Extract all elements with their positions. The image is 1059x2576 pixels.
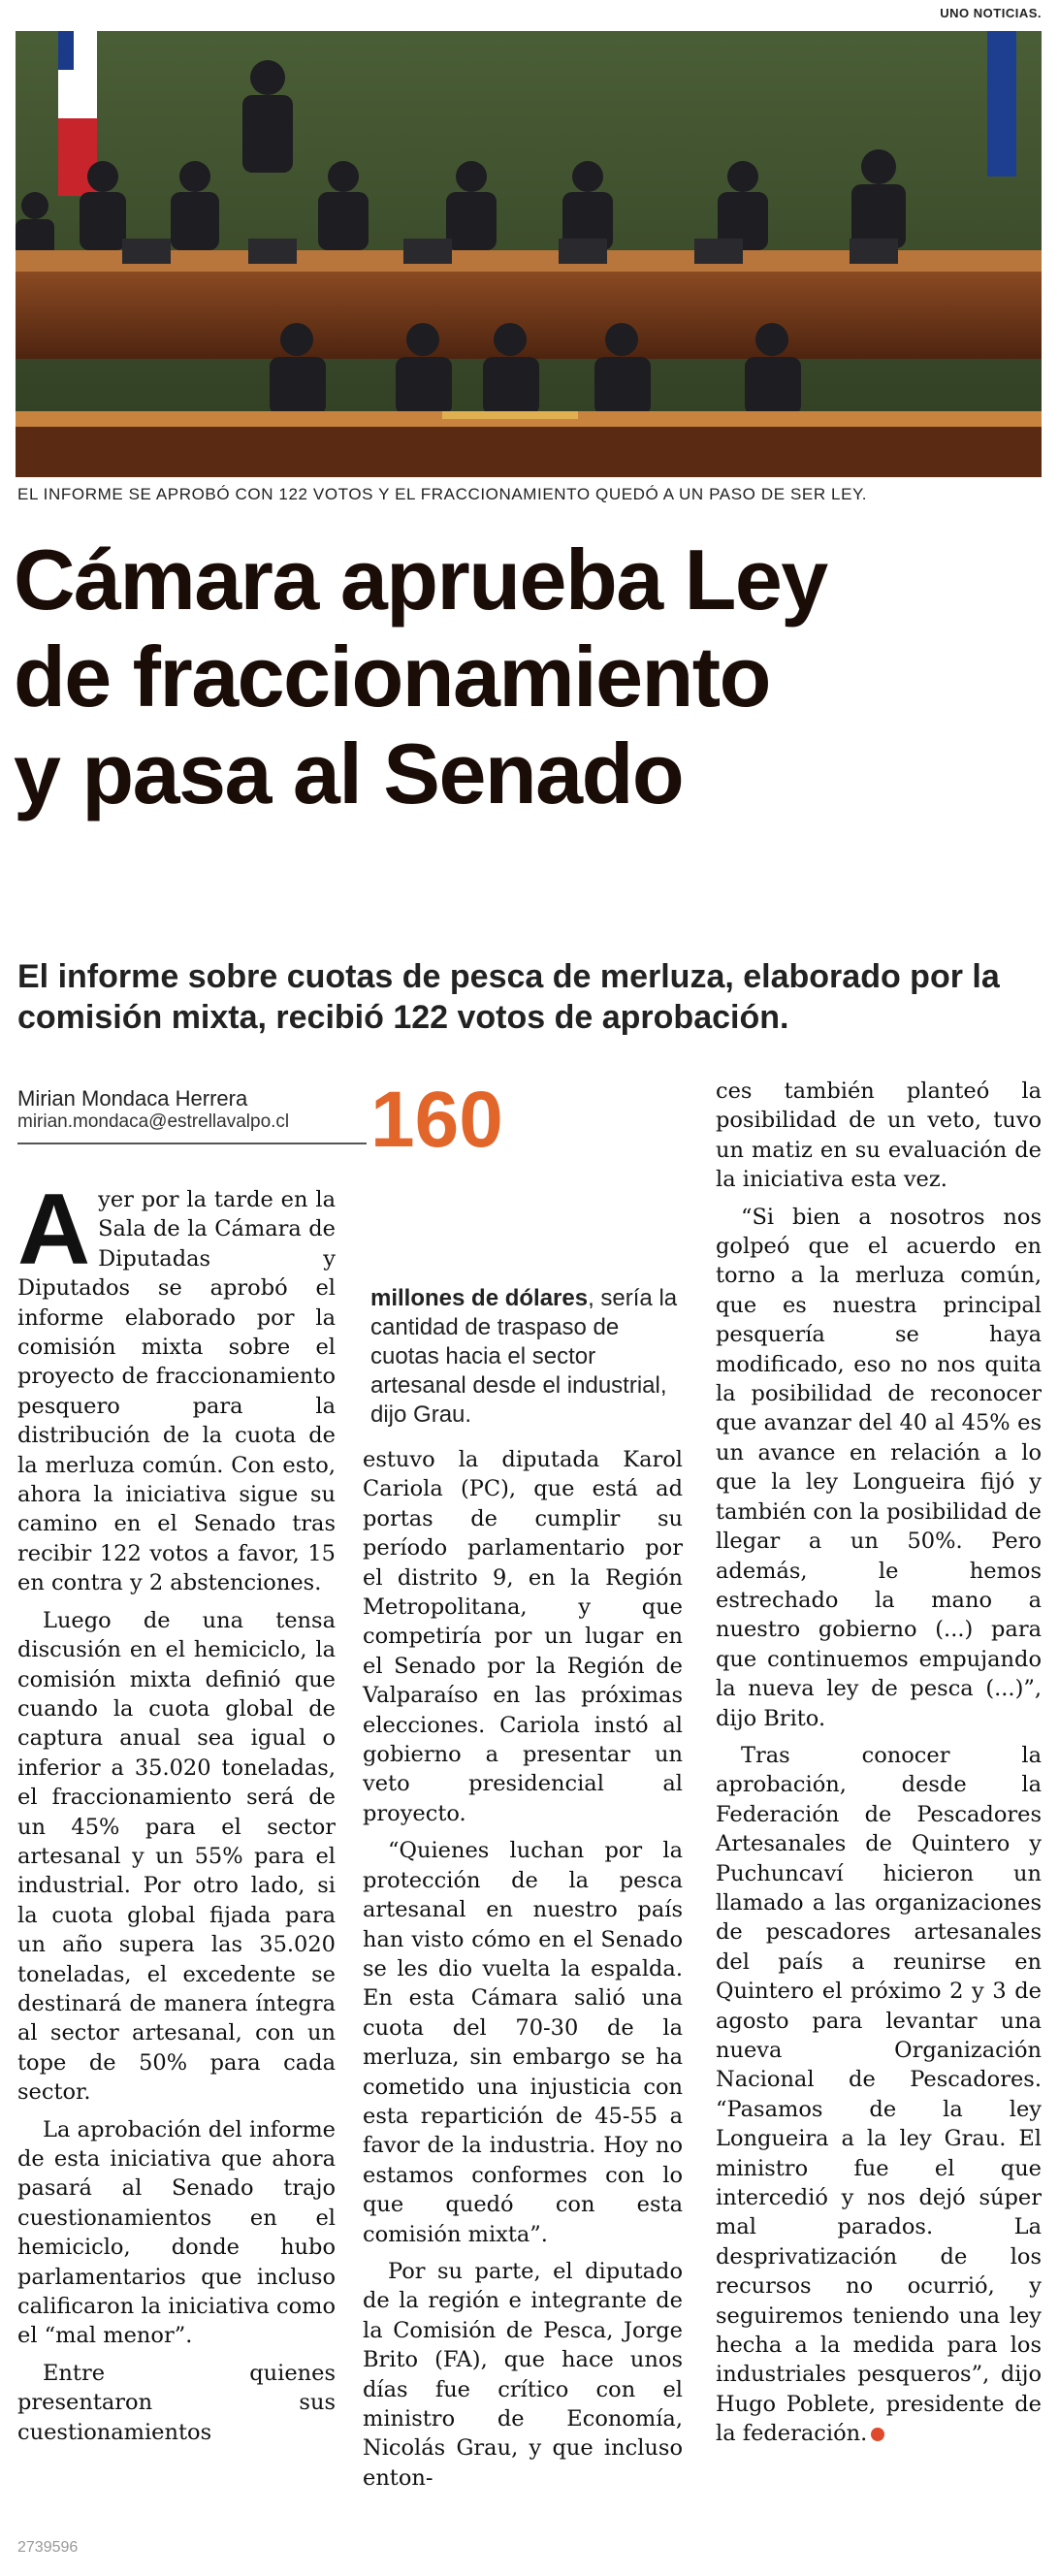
article-paragraph (17, 1174, 336, 1598)
headline-line-3: y pasa al Senado (14, 725, 684, 821)
dropcap: A (17, 1174, 91, 1286)
author-name: Mirian Mondaca Herrera (17, 1086, 248, 1111)
stat-description-bold: millones de dólares (370, 1285, 589, 1311)
byline-divider (17, 1143, 367, 1144)
byline (17, 1086, 367, 1133)
article-paragraph: “Si bien a nosotros nos golpeó que el acuerdo en torno a la merluza común, que es nuestra principal pesquería se haya modificado, eso no nos quita la posibilidad de reconocer que avanzar del 40 al 45% es un avance en relación a lo que la ley Longueira fijó y también con la posibilidad de llegar a un 50%. Pero además, le hemos estrechado la mano a nuestro gobierno (...) para que continuemos empujando la nueva ley de pesca (...)”, dijo Brito. (716, 1204, 1042, 1731)
article-paragraph (716, 1741, 1042, 2449)
headline (14, 531, 1051, 822)
headline-line-2: de fraccionamiento (14, 628, 770, 724)
chamber-photo-icon (16, 31, 1042, 477)
article-paragraph: Por su parte, el diputado de la región e integrante de la Comisión de Pesca, Jorge Brito (FA), que hace unos días fue crítico con el ministro de Economía, Nicolás Grau, y que incluso enton- (363, 2258, 683, 2491)
photo-caption: EL INFORME SE APROBÓ CON 122 VOTOS Y EL FRACCIONAMIENTO QUEDÓ A UN PASO DE SER LEY. (17, 485, 868, 503)
headline-line-1: Cámara aprueba Ley (14, 531, 827, 628)
article-column-2 (363, 1445, 683, 2500)
chamber-photo (16, 31, 1042, 477)
article-column-1 (17, 1174, 336, 2455)
author-email: mirian.mondaca@estrellavalpo.cl (17, 1111, 290, 1132)
article-paragraph: ces también planteó la posibilidad de un veto, tuvo un matiz en su evaluación de la iniciativa esta vez. (716, 1079, 1042, 1193)
article-paragraph: Luego de una tensa discusión en el hemiciclo, la comisión mixta definió que cuando la cuota global de captura anual sea igual o inferior a 35.020 toneladas, el fraccionamiento será de un 45% para el sector artesanal y un 55% para el industrial. Por otro lado, si la cuota global fijada para un año supera las 35.020 toneladas, el excedente se destinará de manera íntegra al sector artesanal, con un tope de 50% para cada sector. (17, 1607, 336, 2106)
stat-description (370, 1284, 681, 1430)
masthead: UNO NOTICIAS. (940, 6, 1042, 20)
article-column-3 (716, 1077, 1042, 2457)
article-paragraph: “Quienes luchan por la protección de la pesca artesanal en nuestro país han visto cómo en el Senado se les dio vuelta la espalda. En esta Cámara salió una cuota del 70-30 de la merluza, sin embargo se ha cometido una injusticia con esta repartición de 45-55 a favor de la industria. Hoy no estamos conformes con lo que quedó con esta comisión mixta”. (363, 1838, 683, 2247)
paragraph-text: yer por la tarde en la Sala de la Cámara de Diputadas y Diputados se aprobó el informe elaborado por la comisión mixta sobre el proyecto de fraccionamiento pesquero para la distribución de la cuota de la merluza común. Con esto, ahora la iniciativa sigue su camino en el Senado tras recibir 122 votos a favor, 15 en contra y 2 abstenciones. (17, 1187, 336, 1596)
stat-description-rest: , sería la cantidad de traspaso de cuotas hacia el sector artesanal desde el industrial, dijo Grau. (370, 1285, 678, 1428)
stat-number: 160 (370, 1076, 503, 1164)
archive-id: 2739596 (17, 2539, 79, 2556)
paragraph-text: Tras conocer la aprobación, desde la Federación de Pescadores Artesanales de Quintero y Puchuncaví hicieron un llamado a las organizaciones de pescadores artesanales del país a reunirse en Quintero el próximo 2 y 3 de agosto para levantar una nueva Organización Nacional de Pescadores. “Pasamos de la ley Longueira a la ley Grau. El ministro fue el que intercedió y nos dejó súper mal parados. La desprivatización de los recursos no ocurrió, y seguiremos teniendo una ley hecha a la medida para los industriales pesqueros”, dijo Hugo Poblete, presidente de la federación. (716, 1742, 1042, 2447)
subheadline: El informe sobre cuotas de pesca de merluza, elaborado por la comisión mixta, recibió 122 votos de aprobación. (17, 958, 1000, 1036)
article-paragraph: La aprobación del informe de esta iniciativa que ahora pasará al Senado trajo cuestionamientos en el hemiciclo, donde hubo parlamentarios que incluso calificaron la iniciativa como el “mal menor”. (17, 2116, 336, 2349)
article-paragraph: estuvo la diputada Karol Cariola (PC), que está ad portas de cumplir su período parlamentario por el distrito 9, en la Región Metropolitana, y que competiría por un lugar en el Senado por la Región de Valparaíso en las próximas elecciones. Cariola instó al gobierno a presentar un veto presidencial al proyecto. (363, 1447, 683, 1826)
end-mark-icon (871, 2428, 884, 2441)
article-paragraph: Entre quienes presentaron sus cuestionamientos (17, 2360, 336, 2445)
stat-callout (370, 1077, 681, 1430)
